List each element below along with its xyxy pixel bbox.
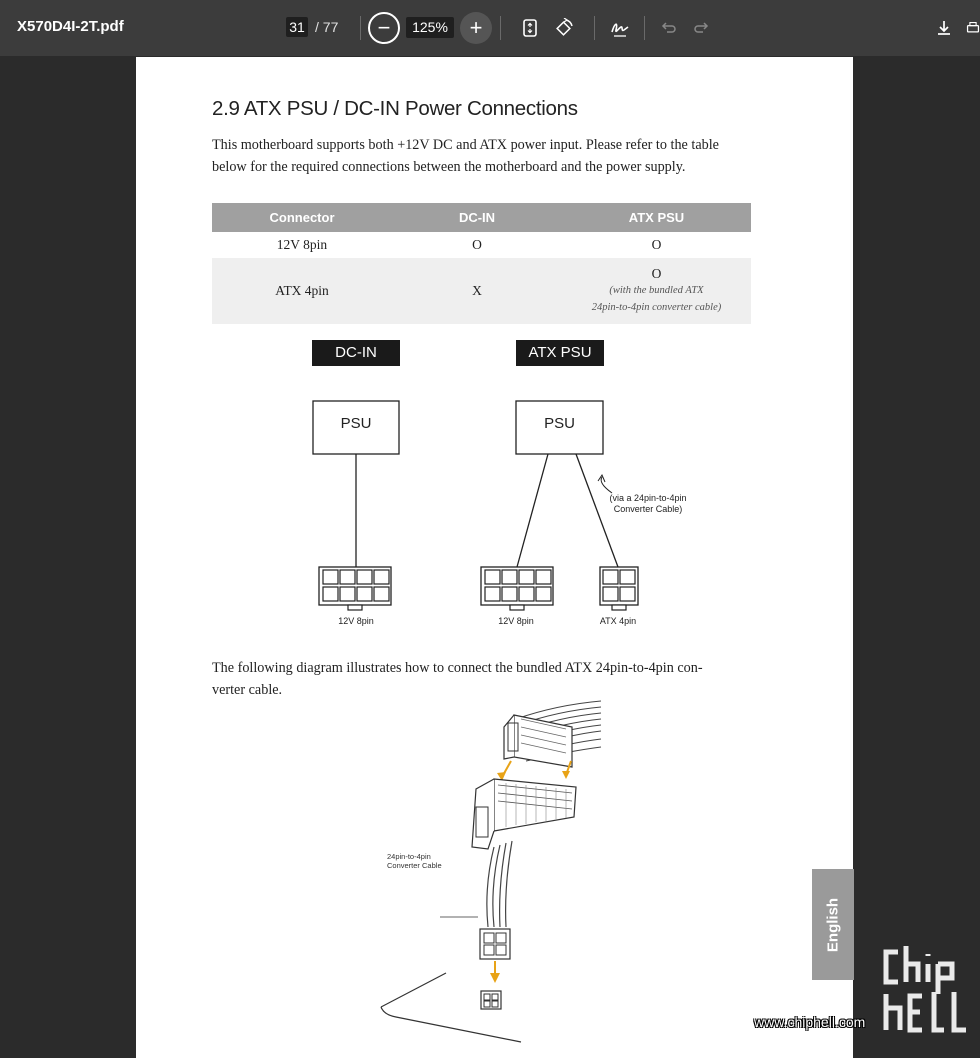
zoom-out-button[interactable]: −	[368, 12, 400, 44]
atx-psu-label: ATX PSU	[516, 340, 604, 366]
language-label: English	[824, 897, 842, 952]
page-total: / 77	[315, 19, 339, 35]
cell-connector: 12V 8pin	[212, 232, 392, 258]
conn-label-middle: 12V 8pin	[498, 616, 534, 626]
pointer-arrow	[601, 477, 612, 493]
watermark-url: www.chiphell.com	[754, 1014, 866, 1030]
converter-note	[598, 493, 698, 515]
board-illustration	[376, 957, 536, 1047]
second-paragraph	[212, 657, 742, 701]
pdf-toolbar	[0, 0, 980, 56]
cable-illustration	[376, 697, 616, 997]
table-header-atx: ATX PSU	[562, 203, 751, 232]
print-icon[interactable]	[966, 18, 980, 38]
para-line: verter cable.	[212, 682, 283, 698]
toolbar-divider	[500, 16, 501, 40]
language-side-tab	[812, 869, 854, 980]
table-header-dcin: DC-IN	[392, 203, 562, 232]
intro-line: below for the required connections between the motherboard and the power supply.	[212, 159, 686, 175]
cell-connector: ATX 4pin	[212, 258, 392, 324]
cable-label-line: Converter Cable	[387, 861, 442, 870]
pdf-page	[136, 57, 853, 1058]
zoom-level-input[interactable]: 125%	[406, 17, 454, 38]
converter-note-line: (via a 24pin-to-4pin	[609, 493, 687, 503]
cell-atx: O	[562, 232, 751, 258]
cell-note: (with the bundled ATX	[609, 285, 704, 296]
rotate-icon[interactable]	[554, 18, 574, 38]
cable-label-line: 24pin-to-4pin	[387, 852, 431, 861]
toolbar-divider	[360, 16, 361, 40]
conn-label-right: ATX 4pin	[599, 616, 637, 626]
converter-note-line: Converter Cable)	[613, 504, 683, 514]
watermark-logo-icon	[882, 944, 974, 1034]
psu-label-left: PSU	[340, 415, 372, 432]
draw-icon[interactable]	[610, 18, 630, 38]
download-icon[interactable]	[934, 18, 954, 38]
connector-4pin	[600, 567, 638, 610]
dcin-label: DC-IN	[312, 340, 400, 366]
cable-line	[517, 454, 548, 567]
undo-icon[interactable]	[658, 18, 678, 38]
cable-label	[387, 852, 442, 870]
connector-8pin-left	[319, 567, 391, 610]
zoom-in-button[interactable]: +	[460, 12, 492, 44]
viewer-background-right	[853, 56, 980, 1058]
page-number-input[interactable]: 31	[286, 17, 308, 37]
file-title: X570D4I-2T.pdf	[17, 18, 124, 35]
redo-icon[interactable]	[692, 18, 712, 38]
para-line: The following diagram illustrates how to connect the bundled ATX 24pin-to-4pin con-	[212, 660, 703, 676]
connection-diagram	[136, 57, 853, 657]
cell-dcin: X	[392, 258, 562, 324]
connector-8pin-middle	[481, 567, 553, 610]
table-header-connector: Connector	[212, 203, 392, 232]
cell-note: 24pin-to-4pin converter cable)	[591, 302, 722, 313]
psu-label-right: PSU	[544, 415, 575, 432]
cell-atx: O	[651, 266, 662, 281]
cell-dcin: O	[392, 232, 562, 258]
toolbar-divider	[644, 16, 645, 40]
conn-label-left: 12V 8pin	[338, 616, 374, 626]
viewer-background	[0, 56, 136, 1058]
fit-page-icon[interactable]	[520, 18, 540, 38]
section-heading: 2.9 ATX PSU / DC-IN Power Connections	[212, 97, 578, 120]
intro-line: This motherboard supports both +12V DC and ATX power input. Please refer to the table	[212, 137, 719, 153]
toolbar-divider	[594, 16, 595, 40]
